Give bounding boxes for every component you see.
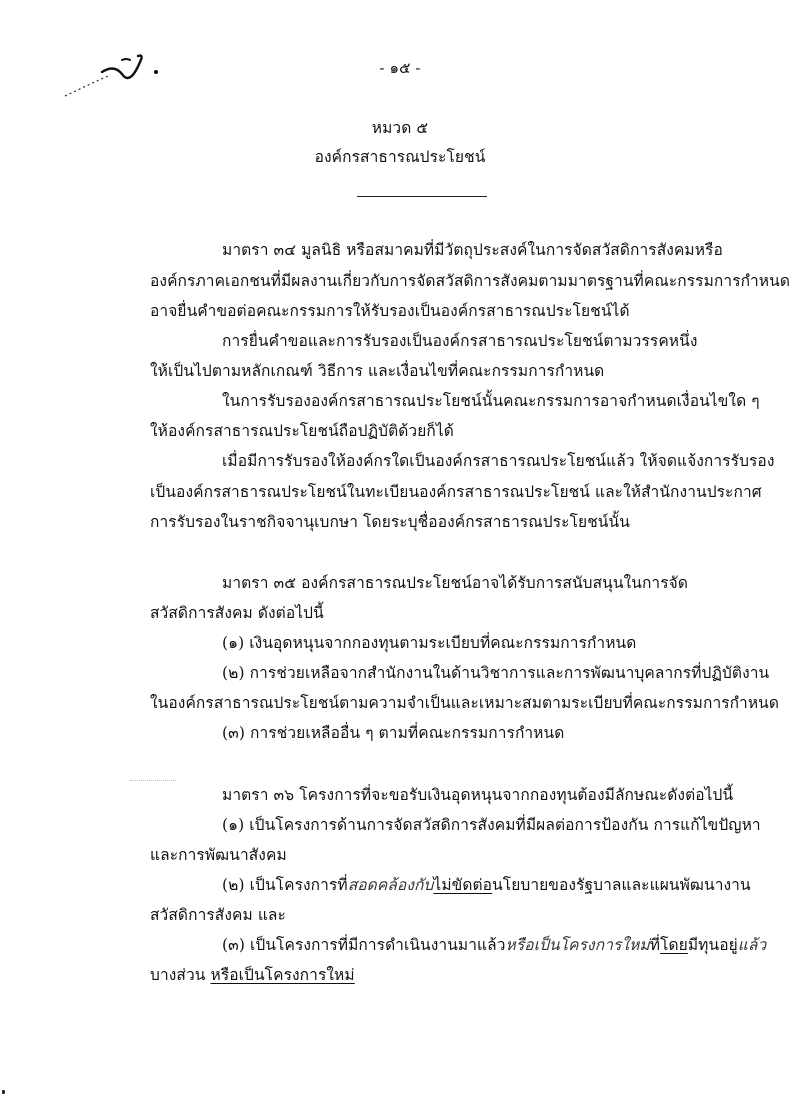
section-35-item-3: (๓) การช่วยเหลืออื่น ๆ ตามที่คณะกรรมการกำหนด bbox=[222, 724, 565, 742]
section-36-item-3 bbox=[222, 935, 766, 955]
inserted-amendment-text: โดย bbox=[660, 936, 688, 954]
title-divider bbox=[357, 196, 487, 197]
section-36-item-3-cont bbox=[150, 965, 355, 985]
item-3-text: (๓) เป็นโครงการที่มีการดำเนินงานมาแล้ว bbox=[222, 936, 506, 954]
section-36-item-2 bbox=[222, 875, 751, 895]
item-3-text-cont: มีทุนอยู่ bbox=[687, 936, 738, 954]
section-35-heading-line: มาตรา ๓๕ องค์กรสาธารณประโยชน์อาจได้รับการสนับสนุนในการจัด bbox=[222, 574, 689, 592]
section-34-paragraph-3: ในการรับรององค์กรสาธารณประโยชน์นั้นคณะกรรมการอาจกำหนดเงื่อนไขใด ๆ bbox=[222, 392, 760, 410]
section-35-line: สวัสดิการสังคม ดังต่อไปนี้ bbox=[150, 604, 324, 622]
section-34-line: เป็นองค์กรสาธารณประโยชน์ในทะเบียนองค์กรสาธารณประโยชน์ และให้สำนักงานประกาศ bbox=[150, 483, 762, 501]
struck-text: หรือเป็นโครงการใหม่ bbox=[505, 936, 650, 954]
section-34-line: องค์กรภาคเอกชนที่มีผลงานเกี่ยวกับการจัดสวัสดิการสังคมตามมาตรฐานที่คณะกรรมการกำหนด bbox=[150, 272, 790, 290]
scan-edge-dot bbox=[2, 1090, 5, 1094]
struck-text: สอดคล้องกับ bbox=[347, 876, 434, 894]
section-36-item-1-cont: และการพัฒนาสังคม bbox=[150, 846, 287, 864]
section-34-line: อาจยื่นคำขอต่อคณะกรรมการให้รับรองเป็นองค์กรสาธารณประโยชน์ได้ bbox=[150, 302, 630, 320]
section-35-item-1: (๑) เงินอุดหนุนจากกองทุนตามระเบียบที่คณะกรรมการกำหนด bbox=[222, 634, 637, 652]
section-36-item-1: (๑) เป็นโครงการด้านการจัดสวัสดิการสังคมที่มีผลต่อการป้องกัน การแก้ไขปัญหา bbox=[222, 816, 761, 834]
section-34-line: ให้เป็นไปตามหลักเกณฑ์ วิธีการ และเงื่อนไขที่คณะกรรมการกำหนด bbox=[150, 362, 605, 380]
section-35-item-2: (๒) การช่วยเหลือจากสำนักงานในด้านวิชาการและการพัฒนาบุคลากรที่ปฏิบัติงาน bbox=[222, 664, 770, 682]
section-34-line: การรับรองในราชกิจจานุเบกษา โดยระบุชื่อองค์กรสาธารณประโยชน์นั้น bbox=[150, 513, 630, 531]
page-number: - ๑๕ - bbox=[379, 59, 421, 77]
inserted-amendment-text: หรือเป็นโครงการใหม่ bbox=[210, 966, 355, 984]
struck-text: แล้ว bbox=[737, 936, 767, 954]
chapter-subtitle: องค์กรสาธารณประโยชน์ bbox=[314, 148, 486, 166]
section-34-paragraph-2: การยื่นคำขอและการรับรองเป็นองค์กรสาธารณประโยชน์ตามวรรคหนึ่ง bbox=[222, 332, 698, 350]
item-3-text-mid: ที่ bbox=[649, 936, 661, 954]
section-34-paragraph-4: เมื่อมีการรับรองให้องค์กรใดเป็นองค์กรสาธารณประโยชน์แล้ว ให้จดแจ้งการรับรอง bbox=[222, 452, 775, 470]
section-35-item-2-cont: ในองค์กรสาธารณประโยชน์ตามความจำเป็นและเหมาะสมตามระเบียบที่คณะกรรมการกำหนด bbox=[150, 694, 780, 712]
section-36-item-2-cont: สวัสดิการสังคม และ bbox=[150, 906, 286, 924]
item-2-text-cont: นโยบายของรัฐบาลและแผนพัฒนางาน bbox=[492, 876, 751, 894]
chapter-title: หมวด ๕ bbox=[371, 119, 429, 137]
item-3-text-cont: บางส่วน bbox=[150, 966, 211, 984]
section-36-heading-line: มาตรา ๓๖ โครงการที่จะขอรับเงินอุดหนุนจากกองทุนต้องมีลักษณะดังต่อไปนี้ bbox=[222, 786, 734, 804]
faint-scan-mark bbox=[130, 780, 176, 781]
item-2-text: (๒) เป็นโครงการที่ bbox=[222, 876, 348, 894]
section-34-line: ให้องค์กรสาธารณประโยชน์ถือปฏิบัติด้วยก็ได้ bbox=[150, 422, 454, 440]
section-34-heading-line: มาตรา ๓๔ มูลนิธิ หรือสมาคมที่มีวัตถุประสงค์ในการจัดสวัสดิการสังคมหรือ bbox=[222, 241, 723, 259]
inserted-amendment-text: ไม่ขัดต่อ bbox=[433, 876, 493, 894]
